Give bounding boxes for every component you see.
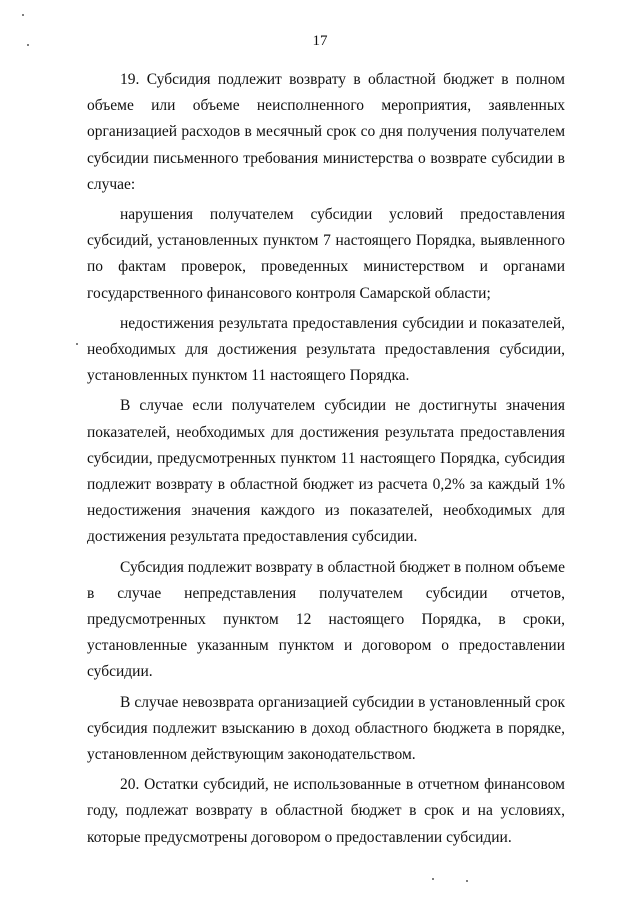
- paragraph-violation: нарушения получателем субсидии условий предоставления субсидий, установленных пунктом 7 настоящего Порядка, выявленного по фактам проверок, проведенных министерством и органами государственного финансового контроля Самарской области;: [87, 206, 565, 302]
- scan-speck: [27, 44, 29, 46]
- paragraph-indicators: В случае если получателем субсидии не достигнуты значения показателей, необходимых для достижения результата предоставления субсидии, предусмотренных пунктом 11 настоящего Порядка, субсидия подлежит возврату в областной бюджет из расчета 0,2% за каждый 1% недостижения значения каждого из показателей, необходимых для достижения результата предоставления субсидии.: [87, 397, 565, 546]
- paragraph-19: 19. Субсидия подлежит возврату в областной бюджет в полном объеме или объеме неисполненного мероприятия, заявленных организацией расходов в месячный срок со дня получения получателем субсидии письменного требования министерства о возврате субсидии в случае:: [87, 71, 565, 193]
- scan-speck: [76, 343, 78, 345]
- document-body: [87, 67, 565, 851]
- paragraph-20: 20. Остатки субсидий, не использованные в отчетном финансовом году, подлежат возврату в областной бюджет в срок и на условиях, которые предусмотрены договором о предоставлении субсидии.: [87, 776, 565, 846]
- scan-speck: [22, 14, 24, 16]
- scan-speck: [466, 880, 468, 882]
- page-number: 17: [312, 33, 328, 49]
- scan-speck: [432, 878, 434, 880]
- paragraph-reports: Субсидия подлежит возврату в областной бюджет в полном объеме в случае непредставления получателем субсидии отчетов, предусмотренных пунктом 12 настоящего Порядка, в сроки, установленные указанным пунктом и договором о предоставлении субсидии.: [87, 558, 565, 681]
- paragraph-non-achievement: недостижения результата предоставления субсидии и показателей, необходимых для достижения результата предоставления субсидии, установленных пунктом 11 настоящего Порядка.: [87, 314, 565, 385]
- paragraph-recovery: В случае невозврата организацией субсидии в установленный срок субсидия подлежит взысканию в доход областного бюджета в порядке, установленном действующим законодательством.: [87, 693, 565, 764]
